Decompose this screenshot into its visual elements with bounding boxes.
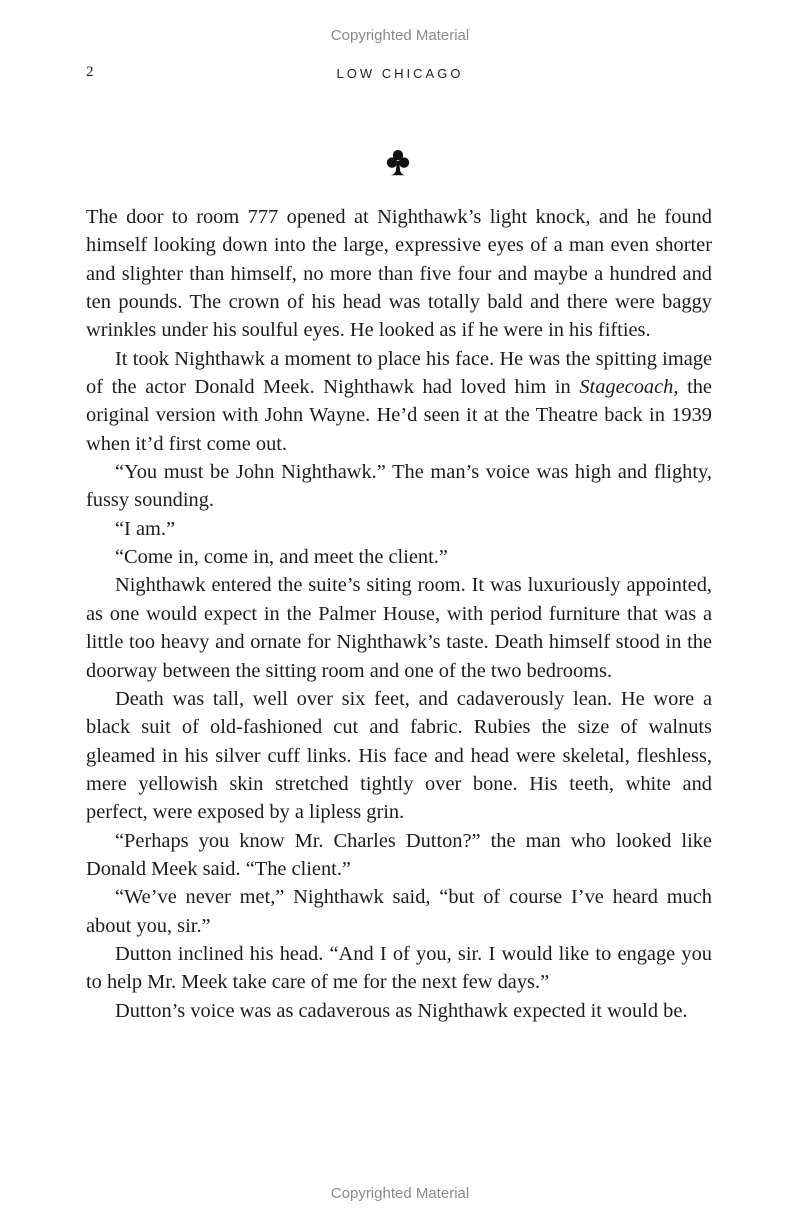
text-run: the original version with John Wayne. He’d seen it at the Theatre back in 1939 when it’d first come out. [86, 376, 712, 455]
running-head: LOW CHICAGO [336, 66, 464, 81]
paragraph [86, 543, 712, 571]
text-run: The door to room 777 opened at Nighthawk’s light knock, and he found himself looking down into the large, expressive eyes of a man even shorter and slighter than himself, no more than five four and maybe a hundred and ten pounds. The crown of his head was totally bald and there were baggy wrinkles under his soulful eyes. He looked as if he were in his fifties. [86, 206, 712, 342]
paragraph [86, 883, 712, 940]
text-run: “Perhaps you know Mr. Charles Dutton?” the man who looked like Donald Meek said. “The client.” [86, 829, 712, 880]
text-run: “You must be John Nighthawk.” The man’s voice was high and flighty, fussy sounding. [86, 461, 712, 512]
text-run: It took Nighthawk a moment to place his face. He was the spitting image of the actor Donald Meek. Nighthawk had loved him in [86, 347, 712, 399]
text-run: “Come in, come in, and meet the client.” [115, 546, 448, 569]
italic-title: Stagecoach, [579, 376, 679, 399]
text-run: “We’ve never met,” Nighthawk said, “but of course I’ve heard much about you, sir.” [86, 886, 712, 937]
text-run: Dutton’s voice was as cadaverous as Nighthawk expected it would be. [115, 999, 688, 1022]
copyright-watermark-top: Copyrighted Material [330, 27, 470, 44]
text-run: Nighthawk entered the suite’s siting room. It was luxuriously appointed, as one would expect in the Palmer House, with period furniture that was a little too heavy and ornate for Nighthawk’s taste. Death himself stood in the doorway between the sitting room and one of the two bedrooms. [86, 574, 712, 682]
page-number: 2 [86, 64, 94, 80]
body-text [86, 203, 712, 1025]
copyright-watermark-bottom: Copyrighted Material [330, 1185, 470, 1202]
paragraph [86, 345, 712, 458]
paragraph [86, 997, 712, 1025]
club-suit-icon-svg [386, 149, 410, 177]
paragraph [86, 515, 712, 543]
paragraph [86, 827, 712, 884]
paragraph [86, 458, 712, 515]
paragraph [86, 685, 712, 827]
text-run: Dutton inclined his head. “And I of you, sir. I would like to engage you to help Mr. Meek take care of me for the next few days.” [86, 942, 712, 994]
club-suit-icon [386, 149, 410, 177]
text-run: “I am.” [115, 517, 175, 540]
paragraph [86, 940, 712, 997]
paragraph [86, 203, 712, 345]
paragraph [86, 571, 712, 684]
text-run: Death was tall, well over six feet, and cadaverously lean. He wore a black suit of old-fashioned cut and fabric. Rubies the size of walnuts gleamed in his silver cuff links. His face and head were skeletal, fleshless, mere yellowish skin stretched tightly over bone. His teeth, white and perfect, were exposed by a lipless grin. [86, 687, 712, 824]
